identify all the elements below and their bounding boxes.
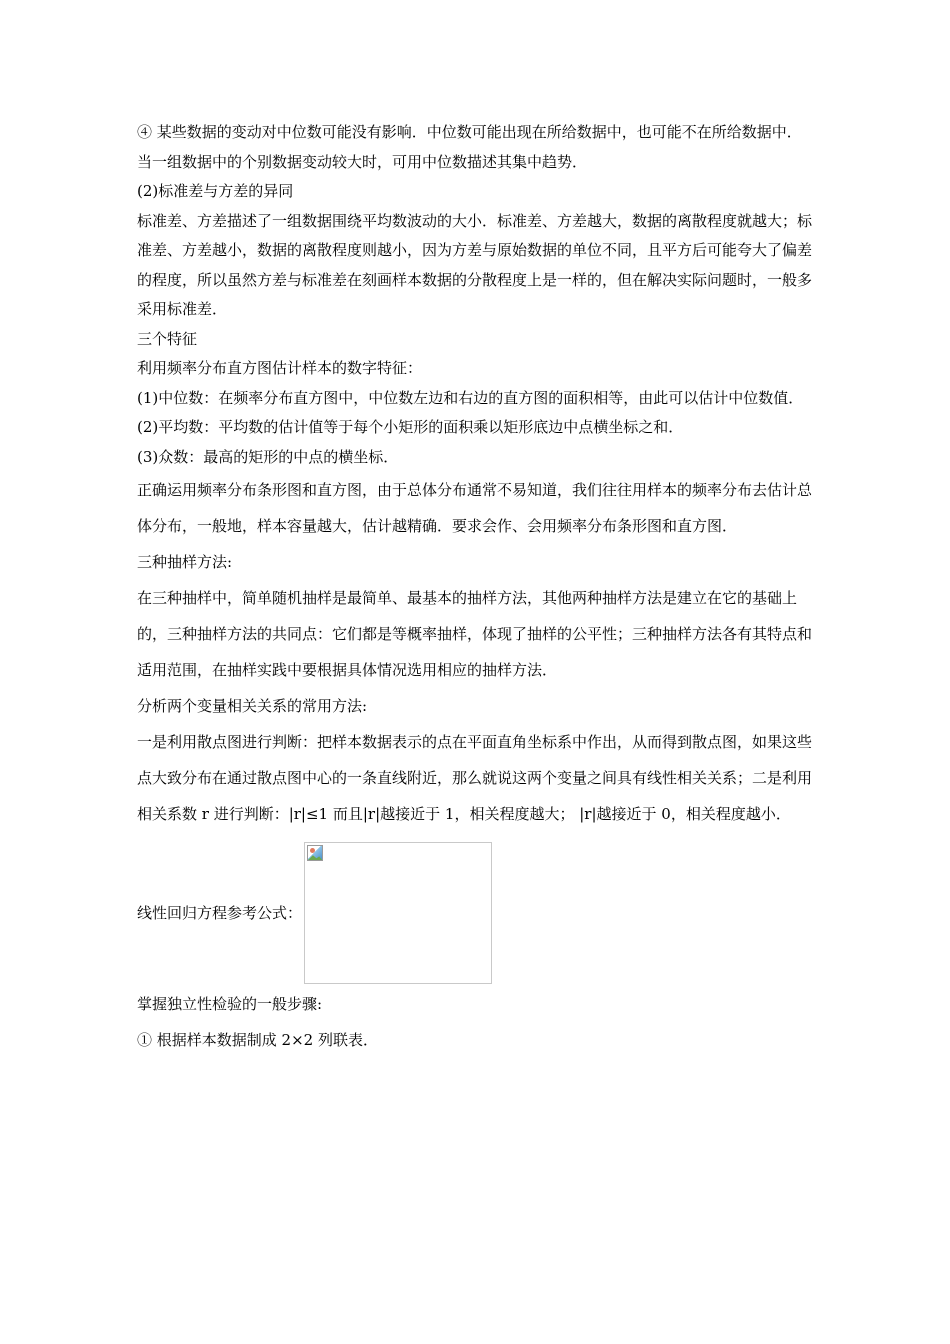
- paragraph-std-variance: 标准差、方差描述了一组数据围绕平均数波动的大小．标准差、方差越大，数据的离散程度就越大；标准差、方差越小，数据的离散程度则越小，因为方差与原始数据的单位不同，且平方后可能夸大了偏差的程度，所以虽然方差与标准差在刻画样本数据的分散程度上是一样的，但在解决实际问题时，一般多采用标准差．: [137, 211, 813, 318]
- formula-row: [137, 840, 815, 986]
- formula-label: 线性回归方程参考公式：: [137, 903, 303, 922]
- heading-three-features: 三个特征: [137, 329, 198, 348]
- broken-image-icon: [307, 845, 323, 861]
- list-item-median: (1)中位数：在频率分布直方图中，中位数左边和右边的直方图的面积相等，由此可以估计中位数值．: [137, 388, 804, 407]
- paragraph-frequency-distribution: 正确运用频率分布条形图和直方图，由于总体分布通常不易知道，我们往往用样本的频率分布去估计总体分布，一般地，样本容量越大，估计越精确．要求会作、会用频率分布条形图和直方图．: [137, 481, 813, 535]
- paragraph-correlation-methods: 一是利用散点图进行判断：把样本数据表示的点在平面直角坐标系中作出，从而得到散点图，如果这些点大致分布在通过散点图中心的一条直线附近，那么就说这两个变量之间具有线性相关关系；二是利用相关系数 r 进行判断：|r|≤1 而且|r|越接近于 1，相关程度越大； |r|越接近于 0，相关程度越小．: [137, 733, 813, 823]
- heading-independence-test: 掌握独立性检验的一般步骤:: [137, 995, 323, 1013]
- list-item-contingency-table: ① 根据样本数据制成 2×2 列联表．: [137, 1031, 378, 1049]
- formula-image-placeholder: [304, 842, 492, 984]
- paragraph-sampling-methods: 在三种抽样中，简单随机抽样是最简单、最基本的抽样方法，其他两种抽样方法是建立在它的基础上的，三种抽样方法的共同点：它们都是等概率抽样，体现了抽样的公平性；三种抽样方法各有其特点和适用范围，在抽样实践中要根据具体情况选用相应的抽样方法．: [137, 589, 813, 679]
- heading-sampling-methods: 三种抽样方法:: [137, 553, 233, 571]
- list-item-mode: (3)众数：最高的矩形的中点的横坐标．: [137, 447, 399, 466]
- heading-correlation-methods: 分析两个变量相关关系的常用方法:: [137, 697, 368, 715]
- document-page: [137, 118, 815, 1058]
- paragraph-histogram-estimate: 利用频率分布直方图估计样本的数字特征：: [137, 359, 423, 377]
- paragraph-median-note: ④ 某些数据的变动对中位数可能没有影响．中位数可能出现在所给数据中，也可能不在所给数据中．当一组数据中的个别数据变动较大时，可用中位数描述其集中趋势．: [137, 123, 802, 171]
- list-item-mean: (2)平均数：平均数的估计值等于每个小矩形的面积乘以矩形底边中点横坐标之和．: [137, 418, 684, 436]
- heading-std-variance: (2)标准差与方差的异同: [137, 182, 294, 200]
